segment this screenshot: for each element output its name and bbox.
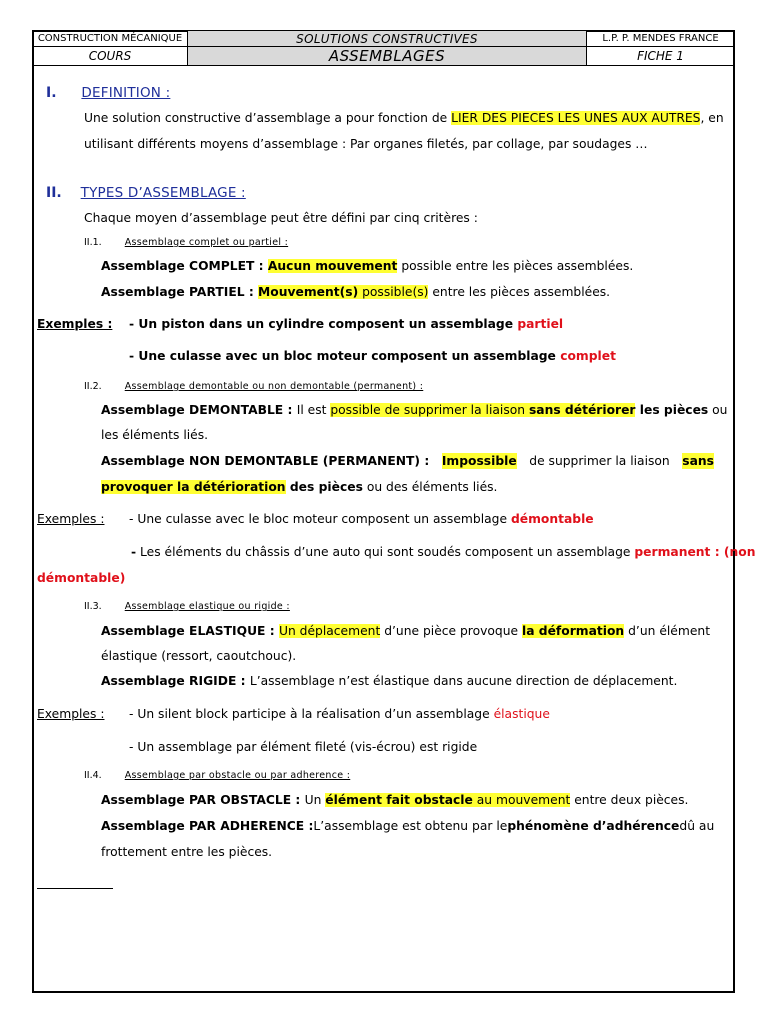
examples-2-2-b: - Les éléments du châssis d’une auto qui sont soudés composent un assemblage permanent : (non (131, 545, 756, 559)
header-title: ASSEMBLAGES (188, 47, 587, 66)
obstacle-line: Assemblage PAR OBSTACLE : Un élément fait obstacle au mouvement entre deux pièces. (101, 793, 689, 807)
section-2-intro: Chaque moyen d’assemblage peut être défini par cinq critères : (84, 211, 478, 225)
adherence-line-2: frottement entre les pièces. (101, 845, 273, 859)
subsection-2-1-heading: II.1. Assemblage complet ou partiel : (84, 237, 289, 248)
highlight-lier: LIER DES PIECES LES UNES AUX AUTRES (451, 111, 701, 125)
footnote-separator (37, 888, 113, 889)
section-2-heading: II. TYPES D’ASSEMBLAGE : (46, 185, 246, 201)
non-demontable-line-2: provoquer la détérioration des pièces ou des éléments liés. (101, 480, 498, 494)
examples-2-2-b-cont: démontable) (37, 571, 126, 585)
subsection-2-4-heading: II.4. Assemblage par obstacle ou par adherence : (84, 770, 351, 781)
adherence-line-1: Assemblage PAR ADHERENCE : L’assemblage est obtenu par le phénomène d’adhérence dû au (101, 819, 715, 833)
rigide-line: Assemblage RIGIDE : L’assemblage n’est élastique dans aucune direction de déplacement. (101, 674, 678, 688)
section-1-heading: I. DEFINITION : (46, 85, 171, 101)
header-subject: CONSTRUCTION MÉCANIQUE (33, 31, 188, 47)
non-demontable-line-1: Assemblage NON DEMONTABLE (PERMANENT) : Impossible de supprimer la liaison sans (101, 454, 714, 468)
header-sheet: FICHE 1 (587, 47, 735, 66)
definition-line-1: Une solution constructive d’assemblage a pour fonction de LIER DES PIECES LES UNES AUX AUTRES, en (84, 111, 724, 125)
examples-2-1-b: - Une culasse avec un bloc moteur composent un assemblage complet (129, 349, 616, 363)
elastique-line-2: élastique (ressort, caoutchouc). (101, 649, 297, 663)
demontable-line-1: Assemblage DEMONTABLE : Il est possible de supprimer la liaison sans détériorer les pièces ou (101, 403, 728, 417)
elastique-line-1: Assemblage ELASTIQUE : Un déplacement d’une pièce provoque la déformation d’un élément (101, 624, 711, 638)
demontable-line-2: les éléments liés. (101, 428, 209, 442)
examples-2-1-a: Exemples : - Un piston dans un cylindre composent un assemblage partiel (37, 317, 564, 331)
definition-line-2: utilisant différents moyens d’assemblage : Par organes filetés, par collage, par soudages … (84, 137, 648, 151)
header-topic: SOLUTIONS CONSTRUCTIVES (188, 31, 587, 47)
examples-2-3-b: - Un assemblage par élément fileté (vis-écrou) est rigide (129, 740, 478, 754)
complet-line: Assemblage COMPLET : Aucun mouvement possible entre les pièces assemblées. (101, 259, 634, 273)
header-type: COURS (33, 47, 188, 66)
examples-2-2-a: Exemples : - Une culasse avec le bloc moteur composent un assemblage démontable (37, 512, 594, 526)
subsection-2-3-heading: II.3. Assemblage elastique ou rigide : (84, 601, 290, 612)
examples-2-3-a: Exemples : - Un silent block participe à la réalisation d’un assemblage élastique (37, 707, 550, 721)
header-table (32, 30, 735, 66)
header-school: L.P. P. MENDES FRANCE (587, 31, 735, 47)
subsection-2-2-heading: II.2. Assemblage demontable ou non demontable (permanent) : (84, 381, 424, 392)
partiel-line: Assemblage PARTIEL : Mouvement(s) possible(s) entre les pièces assemblées. (101, 285, 611, 299)
